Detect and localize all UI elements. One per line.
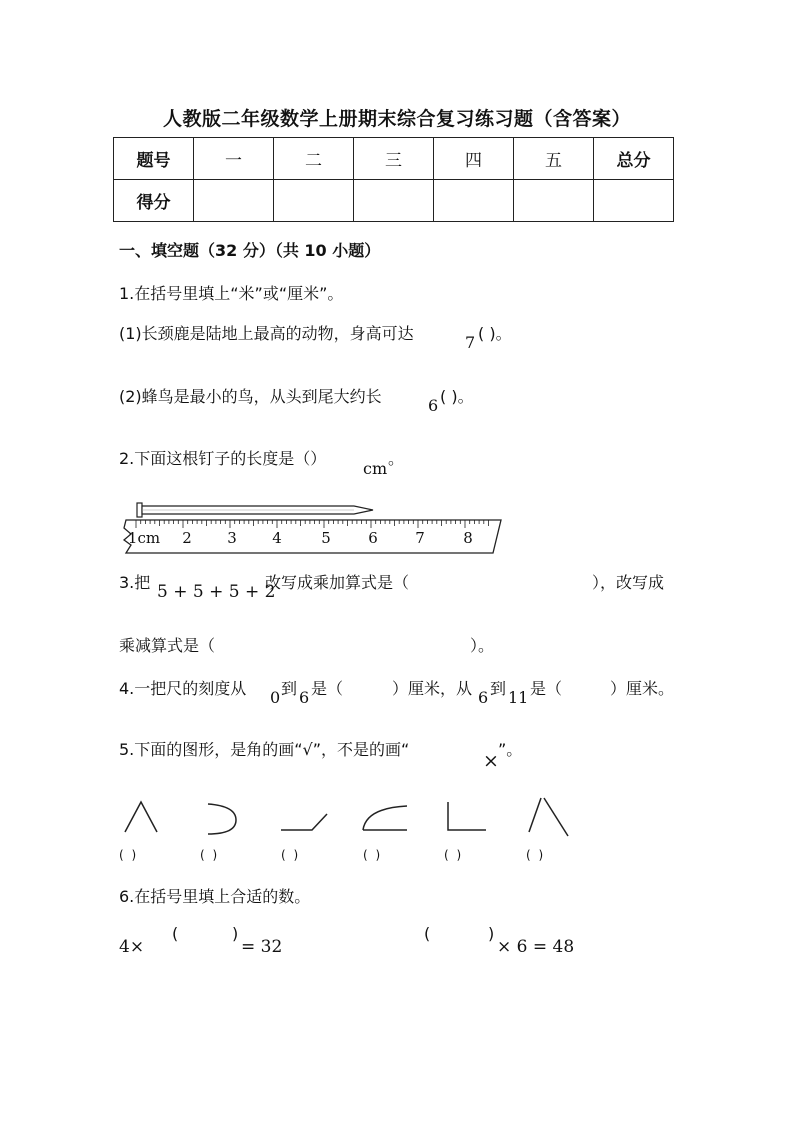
q5-answer-4[interactable]: ( ) bbox=[363, 848, 383, 862]
ruler bbox=[124, 520, 501, 553]
shape-6-right-line bbox=[544, 798, 568, 836]
q3-line2-text: 乘减算式是（ bbox=[119, 636, 216, 655]
q1-part-b-number: 6 bbox=[428, 396, 439, 415]
q4-text-d: ）厘米，从 bbox=[392, 679, 473, 698]
shape-6-left-line bbox=[529, 798, 541, 832]
score-cell-4[interactable] bbox=[434, 180, 514, 222]
q6-right-paren-open: ( bbox=[424, 924, 431, 943]
q4-text-e: 到 bbox=[490, 679, 507, 698]
q3-right-text: ），改写成 bbox=[592, 573, 665, 592]
ruler-label-1: 1cm bbox=[127, 529, 161, 547]
q2-end: 。 bbox=[388, 449, 405, 468]
q4-text-g: ）厘米。 bbox=[610, 679, 675, 698]
score-cell-3[interactable] bbox=[354, 180, 434, 222]
score-cell-2[interactable] bbox=[274, 180, 354, 222]
q5-cross-mark: × bbox=[483, 750, 499, 772]
score-cell-5[interactable] bbox=[514, 180, 594, 222]
q6-left-equation: = 32 bbox=[241, 937, 283, 957]
q4-blank-1[interactable] bbox=[347, 676, 387, 696]
q1-stem: 1.在括号里填上“米”或“厘米”。 bbox=[119, 284, 344, 303]
q3-prefix: 3.把 bbox=[119, 573, 151, 592]
q5-shapes bbox=[118, 794, 578, 840]
q3-multiply-subtract-blank[interactable] bbox=[232, 633, 468, 653]
score-table-header-row bbox=[114, 138, 674, 180]
shape-1-angle bbox=[125, 802, 157, 832]
q3-expression: 5 + 5 + 5 + 2 bbox=[157, 582, 276, 602]
ruler-label-7: 7 bbox=[415, 529, 425, 547]
q5-answer-3[interactable]: ( ) bbox=[281, 848, 301, 862]
q1-part-b-text: (2)蜂鸟是最小的鸟，从头到尾大约长 bbox=[119, 387, 382, 406]
header-cell-number: 题号 bbox=[114, 138, 194, 180]
ruler-label-3: 3 bbox=[227, 529, 237, 547]
q5-answer-6[interactable]: ( ) bbox=[526, 848, 546, 862]
shape-4-arc bbox=[363, 806, 407, 830]
ruler-label-5: 5 bbox=[321, 529, 331, 547]
q4-number-6b: 6 bbox=[478, 688, 489, 707]
q5-answer-5[interactable]: ( ) bbox=[444, 848, 464, 862]
q4-number-0: 0 bbox=[270, 688, 281, 707]
q1-part-a-blank[interactable]: ( )。 bbox=[478, 324, 512, 343]
ruler-label-8: 8 bbox=[463, 529, 473, 547]
q3-multiply-add-blank[interactable] bbox=[432, 570, 590, 590]
nail bbox=[137, 503, 373, 517]
ruler-label-4: 4 bbox=[272, 529, 282, 547]
score-table bbox=[113, 137, 674, 222]
shape-2-curve bbox=[208, 804, 236, 834]
score-row-label: 得分 bbox=[114, 180, 194, 222]
q6-right-equation: × 6 = 48 bbox=[497, 937, 575, 957]
header-cell-total: 总分 bbox=[594, 138, 674, 180]
q1-part-a-number: 7 bbox=[465, 333, 476, 352]
q2-unit: cm bbox=[363, 459, 388, 478]
header-cell-4: 四 bbox=[434, 138, 514, 180]
q6-left-paren-close: ) bbox=[232, 924, 239, 943]
score-cell-1[interactable] bbox=[194, 180, 274, 222]
shape-5-right-angle bbox=[448, 802, 486, 830]
q4-text-a: 4.一把尺的刻度从 bbox=[119, 679, 247, 698]
q4-text-f: 是（ bbox=[530, 679, 563, 698]
score-cell-total[interactable] bbox=[594, 180, 674, 222]
header-cell-1: 一 bbox=[194, 138, 274, 180]
q4-blank-2[interactable] bbox=[566, 676, 606, 696]
header-cell-5: 五 bbox=[514, 138, 594, 180]
ruler-label-2: 2 bbox=[182, 529, 192, 547]
q3-mid-text: 改写成乘加算式是（ bbox=[265, 573, 410, 592]
page-title: 人教版二年级数学上册期末综合复习练习题（含答案） bbox=[162, 108, 631, 130]
nail-and-ruler-figure bbox=[118, 498, 510, 558]
q6-left-paren-open: ( bbox=[172, 924, 179, 943]
q6-stem: 6.在括号里填上合适的数。 bbox=[119, 887, 311, 906]
q1-part-b-blank[interactable]: ( )。 bbox=[440, 387, 474, 406]
q5-answer-1[interactable]: ( ) bbox=[119, 848, 139, 862]
q3-line2-end: ）。 bbox=[470, 636, 495, 655]
q4-text-b: 到 bbox=[281, 679, 298, 698]
ruler-label-6: 6 bbox=[368, 529, 378, 547]
q5-answer-2[interactable]: ( ) bbox=[200, 848, 220, 862]
q4-number-11: 11 bbox=[508, 688, 529, 707]
score-table-score-row bbox=[114, 180, 674, 222]
q6-right-paren-close: ) bbox=[488, 924, 495, 943]
q1-part-a-text: (1)长颈鹿是陆地上最高的动物，身高可达 bbox=[119, 324, 414, 343]
q6-right-blank[interactable] bbox=[434, 924, 486, 944]
header-cell-3: 三 bbox=[354, 138, 434, 180]
header-cell-2: 二 bbox=[274, 138, 354, 180]
q4-text-c: 是（ bbox=[311, 679, 344, 698]
shape-3-bent-line bbox=[281, 814, 327, 830]
q2-stem: 2.下面这根钉子的长度是（） bbox=[119, 449, 327, 468]
q5-stem: 5.下面的图形，是角的画“√”，不是的画“ bbox=[119, 740, 410, 759]
q6-left-blank[interactable] bbox=[182, 924, 230, 944]
q6-left-prefix: 4× bbox=[119, 937, 145, 957]
q5-stem-end: ”。 bbox=[498, 740, 523, 759]
q4-number-6: 6 bbox=[299, 688, 310, 707]
section-heading: 一、填空题（32 分）（共 10 小题） bbox=[119, 241, 381, 260]
